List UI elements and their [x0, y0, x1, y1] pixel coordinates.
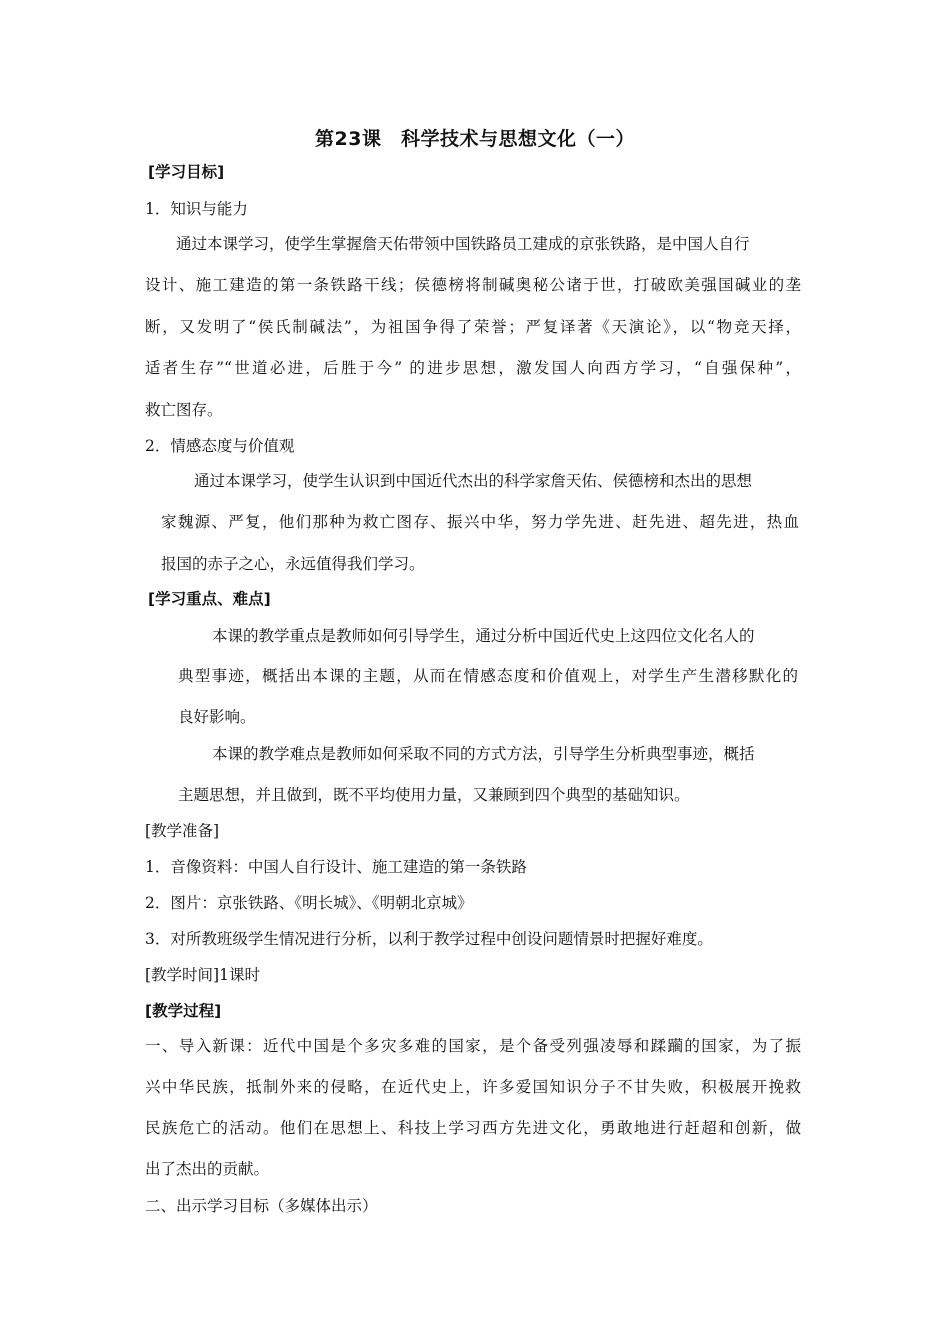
- knowledge-line: 断，又发明了“侯氏制碱法”，为祖国争得了荣誉；严复译著《天演论》，以“物竞天择，: [145, 318, 801, 336]
- preparation-item: 1．音像资料：中国人自行设计、施工建造的第一条铁路: [145, 858, 527, 876]
- knowledge-line: 适者生存”“世道必进，后胜于今” 的进步思想，激发国人向西方学习，“自强保种”，: [145, 359, 801, 377]
- teaching-time: [教学时间]1课时: [145, 966, 260, 984]
- key-points-heading: [学习重点、难点]: [148, 590, 271, 608]
- focus-line: 典型事迹，概括出本课的主题，从而在情感态度和价值观上，对学生产生潜移默化的: [178, 667, 798, 685]
- preparation-item: 3．对所教班级学生情况进行分析，以利于教学过程中创设问题情景时把握好难度。: [145, 930, 713, 948]
- intro-line: 出了杰出的贡献。: [145, 1160, 270, 1178]
- intro-line: 兴中华民族，抵制外来的侵略，在近代史上，许多爱国知识分子不甘失败，积极展开挽救: [145, 1078, 801, 1096]
- focus-line: 良好影响。: [178, 708, 256, 726]
- knowledge-line: 设计、施工建造的第一条铁路干线；侯德榜将制碱奥秘公诸于世，打破欧美强国碱业的垄: [145, 276, 801, 294]
- preparation-heading: [教学准备]: [145, 822, 220, 840]
- emotion-line: 报国的赤子之心，永远值得我们学习。: [161, 555, 425, 573]
- process-step-2: 二、出示学习目标（多媒体出示）: [145, 1197, 378, 1215]
- knowledge-line: 救亡图存。: [145, 401, 223, 419]
- difficulty-line: 主题思想，并且做到，既不平均使用力量，又兼顾到四个典型的基础知识。: [178, 786, 690, 804]
- knowledge-heading: 1．知识与能力: [145, 200, 248, 218]
- process-heading: [教学过程]: [145, 1002, 222, 1020]
- focus-line: 本课的教学重点是教师如何引导学生，通过分析中国近代史上这四位文化名人的: [212, 627, 755, 645]
- emotion-line: 家魏源、严复，他们那种为救亡图存、振兴中华，努力学先进、赶先进、超先进，热血: [161, 513, 799, 531]
- objectives-heading: [学习目标]: [148, 163, 225, 181]
- emotion-heading: 2．情感态度与价值观: [145, 437, 295, 455]
- intro-line: 一、导入新课：近代中国是个多灾多难的国家，是个备受列强凌辱和蹂躏的国家，为了振: [145, 1037, 801, 1055]
- emotion-line: 通过本课学习，使学生认识到中国近代杰出的科学家詹天佑、侯德榜和杰出的思想: [194, 472, 753, 490]
- preparation-item: 2．图片：京张铁路、《明长城》、《明朝北京城》: [145, 894, 473, 912]
- knowledge-line: 通过本课学习，使学生掌握詹天佑带领中国铁路员工建成的京张铁路，是中国人自行: [176, 235, 750, 253]
- difficulty-line: 本课的教学难点是教师如何采取不同的方式方法，引导学生分析典型事迹，概括: [212, 745, 755, 763]
- intro-line: 民族危亡的活动。他们在思想上、科技上学习西方先进文化，勇敢地进行赶超和创新，做: [145, 1119, 801, 1137]
- page-title: 第23课 科学技术与思想文化（一）: [315, 128, 635, 150]
